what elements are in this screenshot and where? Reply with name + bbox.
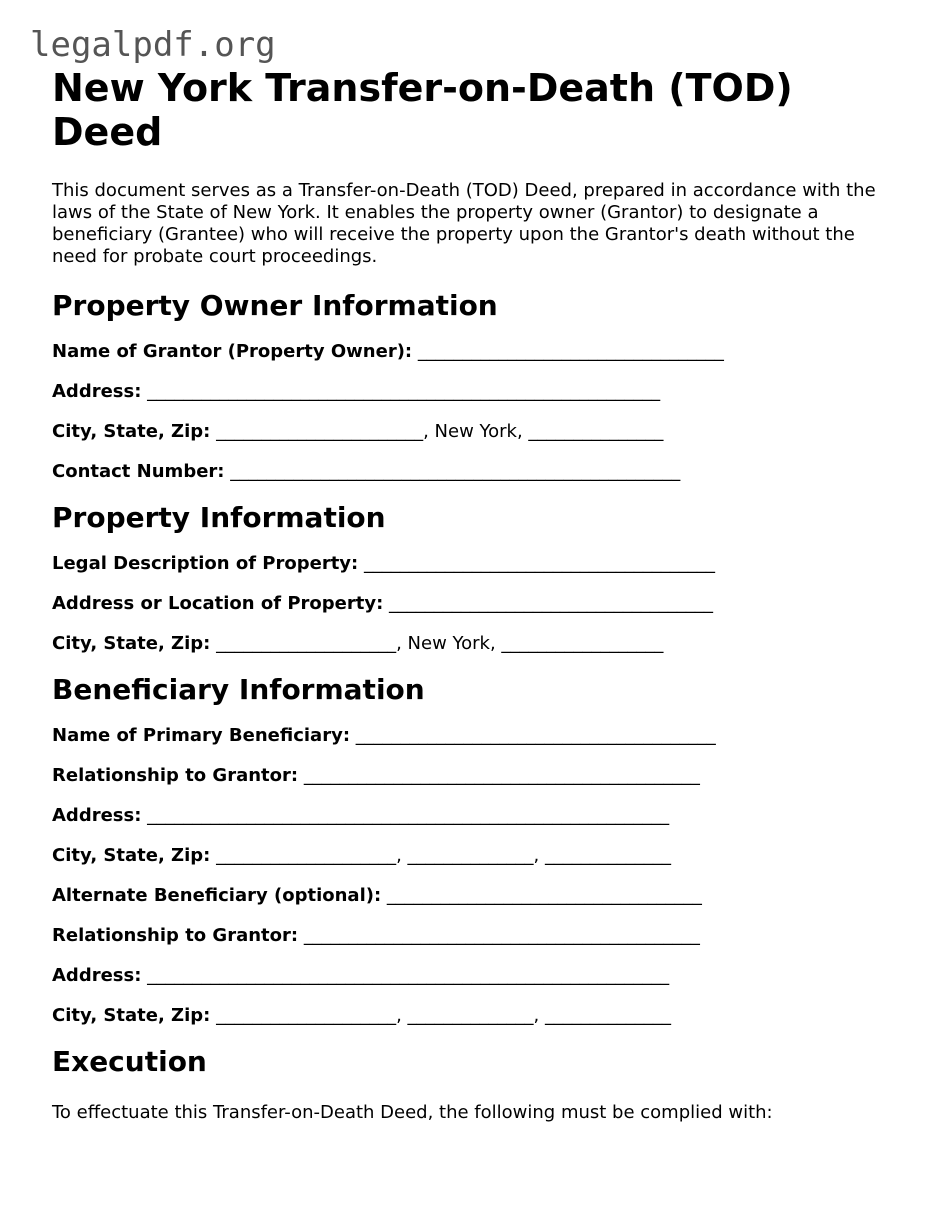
field-label: Address:: [52, 805, 142, 826]
field-blank[interactable]: ____________________, ______________, ______________: [216, 1005, 671, 1026]
property-city-state-zip-field[interactable]: [52, 634, 892, 654]
field-label: Relationship to Grantor:: [52, 765, 299, 786]
property-location-field[interactable]: [52, 594, 892, 614]
document-title: New York Transfer-on-Death (TOD) Deed: [52, 66, 793, 154]
field-label: Relationship to Grantor:: [52, 925, 299, 946]
execution-section: [52, 1046, 892, 1124]
grantor-address-field[interactable]: [52, 382, 892, 402]
section-heading: Property Information: [52, 501, 386, 534]
field-label: Alternate Beneficiary (optional):: [52, 885, 382, 906]
field-label: Address:: [52, 381, 142, 402]
field-blank[interactable]: ____________________________________________: [303, 925, 700, 946]
property-information-section: [52, 502, 892, 654]
field-blank[interactable]: _______________________________________: [363, 553, 715, 574]
field-label: Address or Location of Property:: [52, 593, 384, 614]
field-blank[interactable]: __________________________________________________: [230, 461, 681, 482]
beneficiary-information-section: [52, 674, 892, 1026]
grantor-contact-number-field[interactable]: [52, 462, 892, 482]
execution-text: To effectuate this Transfer-on-Death Deed, the following must be complied with:: [52, 1102, 773, 1123]
grantor-name-field[interactable]: [52, 342, 892, 362]
field-label: Name of Primary Beneficiary:: [52, 725, 351, 746]
field-label: City, State, Zip:: [52, 421, 211, 442]
alternate-relationship-field[interactable]: [52, 926, 892, 946]
field-blank[interactable]: _______________________, New York, _______________: [216, 421, 664, 442]
alternate-beneficiary-field[interactable]: [52, 886, 892, 906]
property-owner-section: [52, 290, 892, 482]
field-label: City, State, Zip:: [52, 633, 211, 654]
legal-description-field[interactable]: [52, 554, 892, 574]
field-blank[interactable]: ________________________________________: [355, 725, 716, 746]
grantor-city-state-zip-field[interactable]: [52, 422, 892, 442]
field-label: Name of Grantor (Property Owner):: [52, 341, 413, 362]
alternate-city-state-zip-field[interactable]: [52, 1006, 892, 1026]
field-blank[interactable]: ____________________, ______________, ______________: [216, 845, 671, 866]
field-blank[interactable]: ____________________, New York, __________________: [216, 633, 664, 654]
field-blank[interactable]: __________________________________________________________: [147, 805, 670, 826]
field-blank[interactable]: ____________________________________: [389, 593, 714, 614]
field-blank[interactable]: _________________________________________________________: [147, 381, 661, 402]
field-label: City, State, Zip:: [52, 845, 211, 866]
primary-beneficiary-name-field[interactable]: [52, 726, 892, 746]
field-label: Address:: [52, 965, 142, 986]
primary-city-state-zip-field[interactable]: [52, 846, 892, 866]
watermark-logo: legalpdf.org: [30, 25, 276, 65]
field-label: Contact Number:: [52, 461, 225, 482]
document: [52, 66, 892, 1142]
field-blank[interactable]: __________________________________________________________: [147, 965, 670, 986]
field-label: Legal Description of Property:: [52, 553, 359, 574]
field-blank[interactable]: ___________________________________: [386, 885, 702, 906]
intro-paragraph: This document serves as a Transfer-on-Death (TOD) Deed, prepared in accordance with the laws of the State of New York. It enables the property owner (Grantor) to designate a beneficiary (Grantee) who will receive the property upon the Grantor's death without the need for probate court proceedings.: [52, 180, 876, 267]
field-blank[interactable]: ____________________________________________: [303, 765, 700, 786]
section-heading: Execution: [52, 1045, 207, 1078]
primary-address-field[interactable]: [52, 806, 892, 826]
section-heading: Beneficiary Information: [52, 673, 425, 706]
section-heading: Property Owner Information: [52, 289, 498, 322]
field-label: City, State, Zip:: [52, 1005, 211, 1026]
primary-relationship-field[interactable]: [52, 766, 892, 786]
alternate-address-field[interactable]: [52, 966, 892, 986]
field-blank[interactable]: __________________________________: [417, 341, 724, 362]
